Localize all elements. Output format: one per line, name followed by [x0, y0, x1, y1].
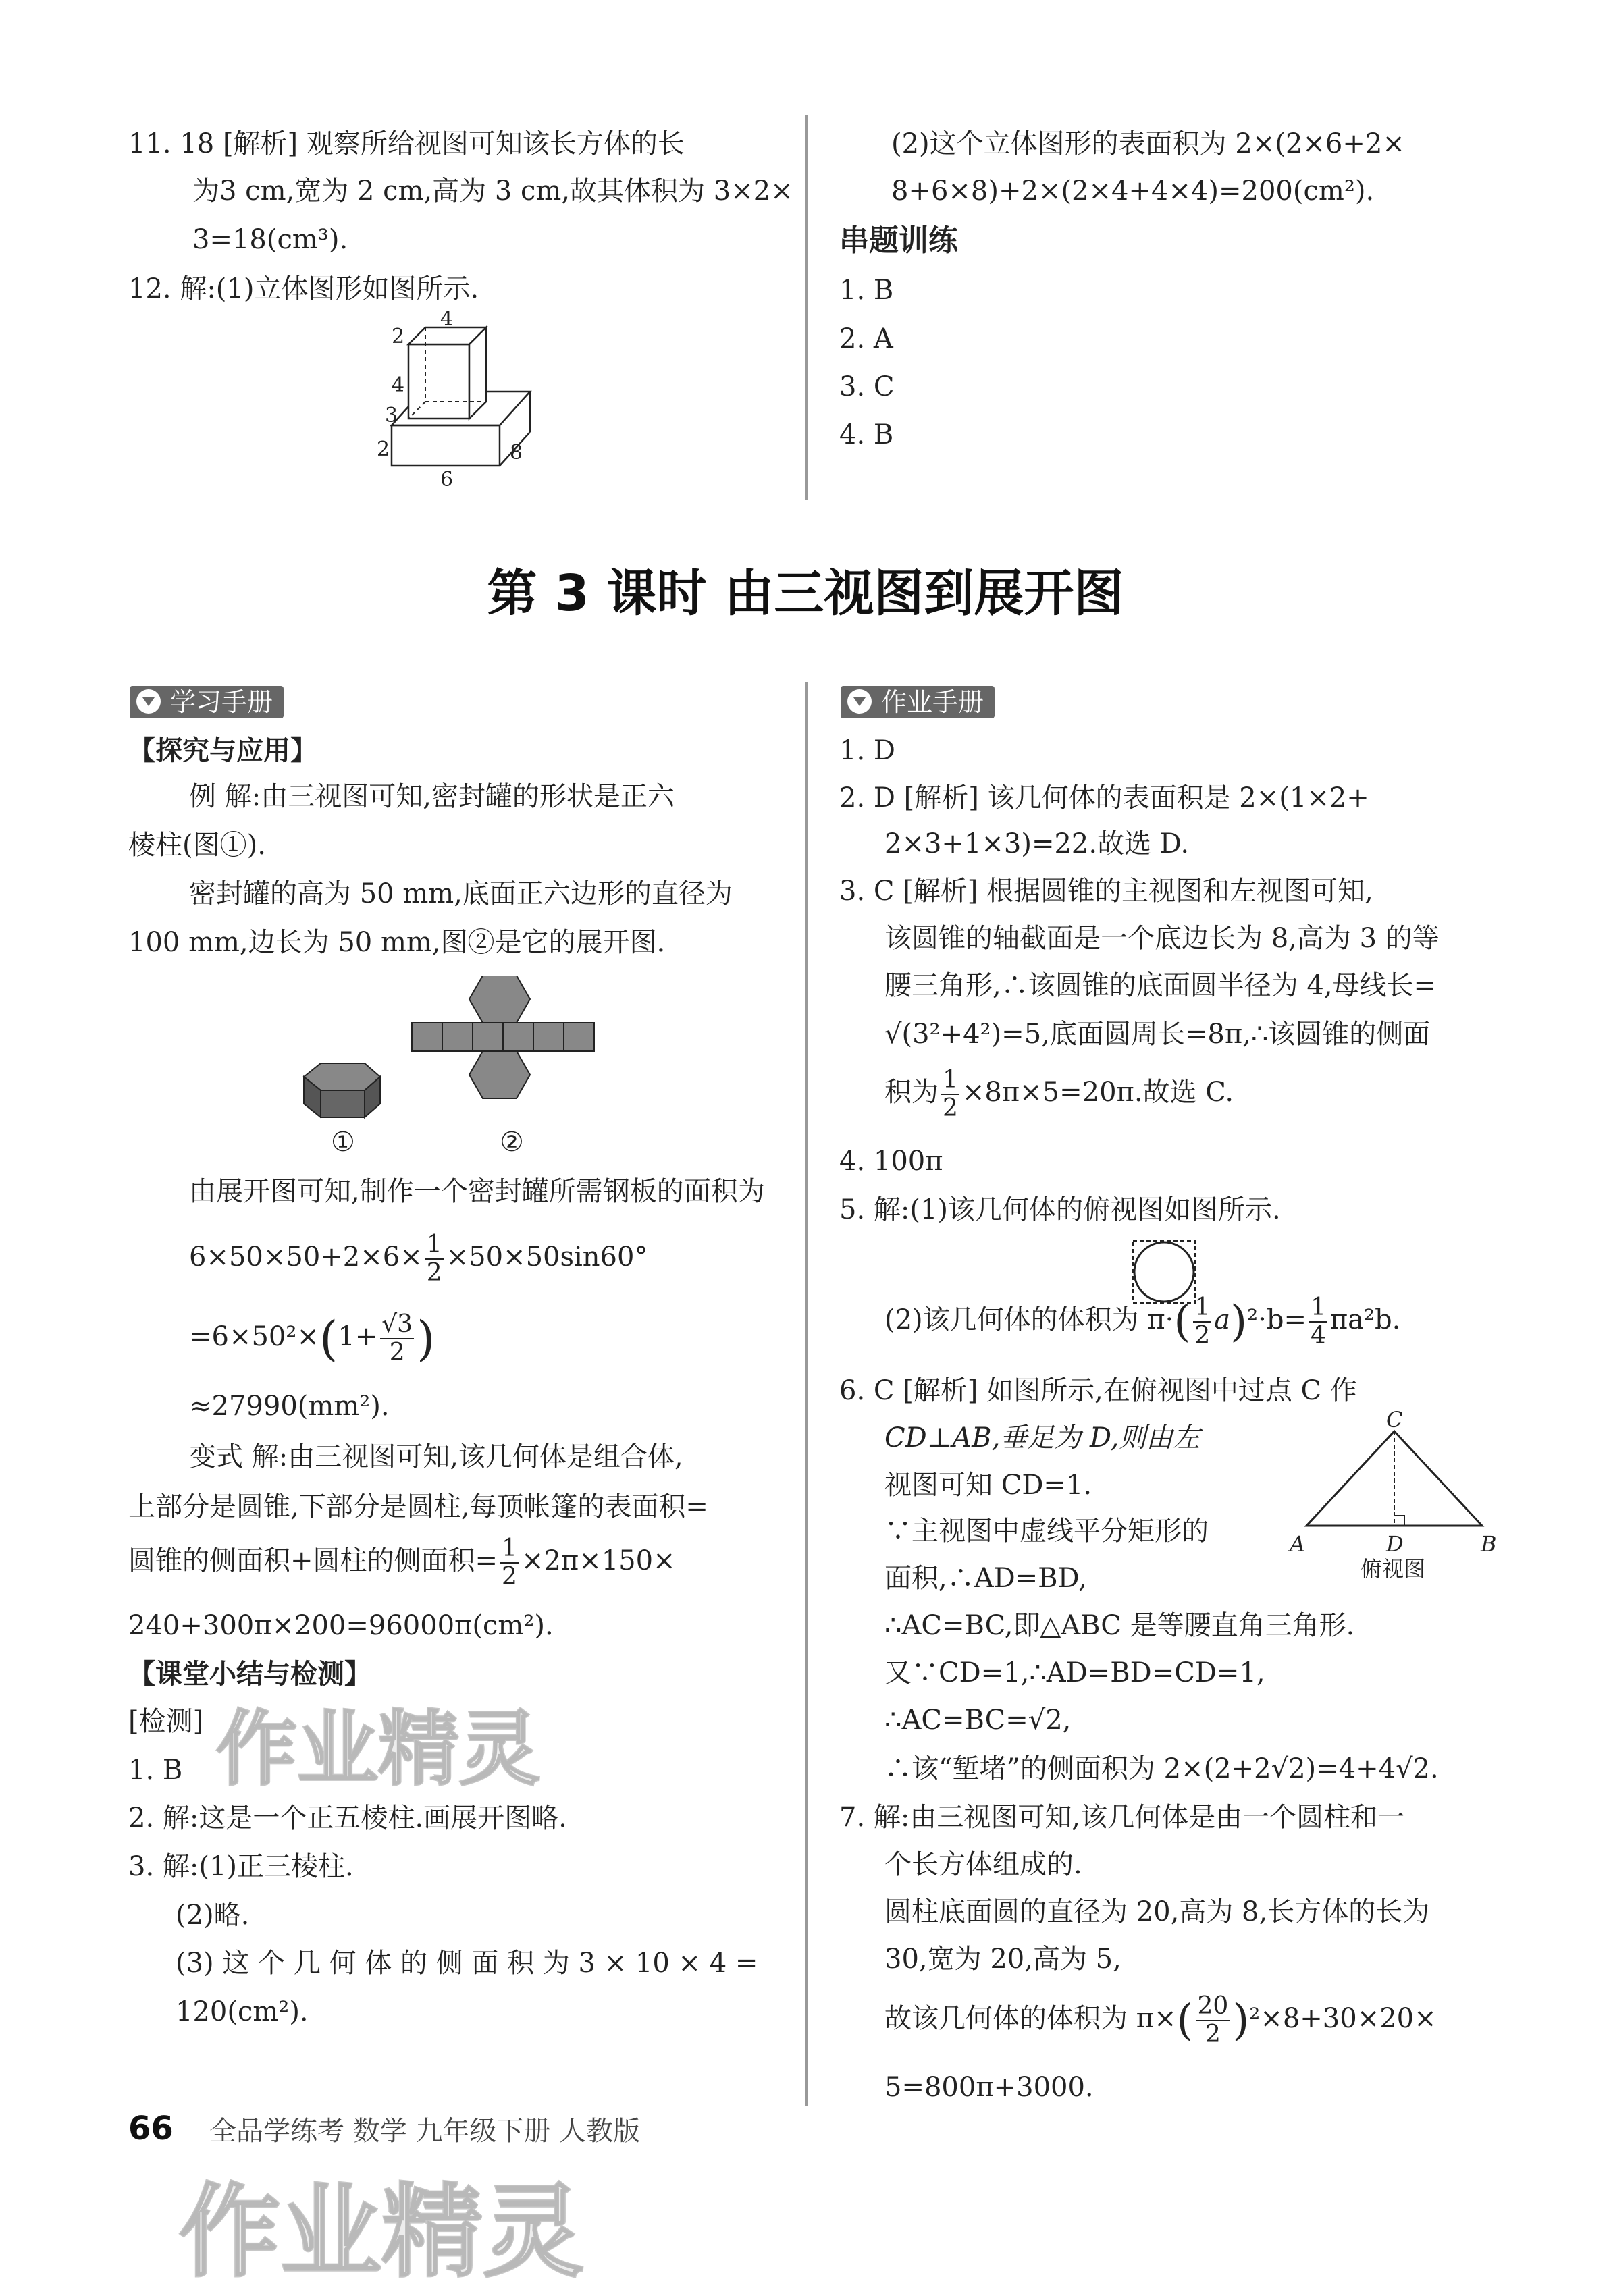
- homework-manual-label: 作业手册: [881, 687, 984, 717]
- tri-label-d: D: [1386, 1531, 1404, 1557]
- fig-label-slab-width: 8: [510, 441, 523, 464]
- triangle-top-view-figure: [1286, 1411, 1502, 1580]
- q11-line-1: 11. 18 [解析] 观察所给视图可知该长方体的长: [128, 128, 685, 159]
- hw-answer-4: 4. 100π: [839, 1146, 943, 1177]
- solid-figure: [365, 311, 554, 486]
- example-line-3: 密封罐的高为 50 mm,底面正六边形的直径为: [189, 878, 733, 909]
- hw-answer-3c: 腰三角形,∴该圆锥的底面圆半径为 4,母线长=: [884, 970, 1437, 1001]
- chain-answer-3: 3. C: [839, 371, 895, 402]
- hw-answer-7e-b: ²×8+30×20×: [1249, 2003, 1437, 2034]
- half-denominator: 2: [426, 1259, 442, 1287]
- example-line-1: 例 解:由三视图可知,密封罐的形状是正六: [189, 781, 675, 812]
- hw-answer-7e-a: 故该几何体的体积为 π×: [884, 2003, 1177, 2034]
- chevron-down-icon: [136, 689, 161, 714]
- hw-answer-3b: 该圆锥的轴截面是一个底边长为 8,高为 3 的等: [884, 923, 1440, 954]
- hw-answer-6e: 面积,∴AD=BD,: [884, 1563, 1087, 1594]
- half-numerator-4: 1: [1194, 1293, 1211, 1322]
- tri-caption: 俯视图: [1361, 1556, 1426, 1580]
- sqrt3-denominator: 2: [389, 1339, 405, 1366]
- chain-training-heading: 串题训练: [839, 223, 958, 258]
- tri-label-b: B: [1481, 1531, 1497, 1557]
- hw-answer-3d: √(3²+4²)=5,底面圆周长=8π,∴该圆锥的侧面: [884, 1019, 1431, 1050]
- fig-label-top: 4: [440, 311, 454, 331]
- hw-answer-3e-b: ×8π×5=20π.故选 C.: [961, 1077, 1234, 1108]
- hw-answer-6c: 视图可知 CD=1.: [884, 1470, 1092, 1501]
- sqrt3-numerator: √3: [381, 1310, 413, 1339]
- twenty-half-fraction: [1196, 1993, 1230, 2048]
- q11-line-3: 3=18(cm³).: [192, 224, 348, 255]
- hw-answer-5: 5. 解:(1)该几何体的俯视图如图所示.: [839, 1194, 1281, 1225]
- hexagonal-prism-figure: [300, 1050, 388, 1124]
- tri-label-a: A: [1290, 1531, 1306, 1557]
- variant-line-4: 240+300π×200=96000π(cm²).: [128, 1610, 554, 1641]
- unfold-text: 由展开图可知,制作一个密封罐所需钢板的面积为: [189, 1176, 765, 1207]
- hw-answer-6b: CD⊥AB,垂足为 D,则由左: [884, 1422, 1200, 1453]
- hw-answer-6h: ∴AC=BC=√2,: [884, 1705, 1072, 1736]
- formula-1-part-a: 6×50×50+2×6×: [189, 1242, 423, 1273]
- check-answer-2: 2. 解:这是一个正五棱柱.画展开图略.: [128, 1803, 567, 1834]
- section-title: 第 3 课时 由三视图到展开图: [487, 564, 1124, 622]
- q12-part2-line-1: (2)这个立体图形的表面积为 2×(2×6+2×: [891, 128, 1405, 159]
- homework-manual-tag: [841, 686, 995, 718]
- hw-answer-6f: ∴AC=BC,即△ABC 是等腰直角三角形.: [884, 1610, 1355, 1641]
- formula-2-part-a: =6×50²×: [189, 1321, 319, 1352]
- q12-line-1: 12. 解:(1)立体图形如图所示.: [128, 273, 479, 304]
- column-divider-top: [806, 115, 808, 500]
- chain-answer-1: 1. B: [839, 275, 894, 306]
- figure-2-label: ②: [500, 1127, 524, 1158]
- variant-line-2: 上部分是圆锥,下部分是圆柱,每顶帐篷的表面积=: [128, 1491, 708, 1522]
- check-answer-3d: 120(cm²).: [176, 1996, 309, 2027]
- q11-line-2: 为3 cm,宽为 2 cm,高为 3 cm,故其体积为 3×2×: [192, 176, 793, 207]
- fig-label-cube-height: 4: [392, 373, 405, 397]
- hw-answer-3e: [884, 1059, 1234, 1126]
- hw-answer-5b-b: a: [1214, 1304, 1231, 1335]
- explore-heading: 【探究与应用】: [128, 735, 317, 766]
- half-numerator: 1: [426, 1231, 442, 1259]
- column-divider-bottom: [806, 682, 808, 2106]
- chain-answer-2: 2. A: [839, 323, 893, 354]
- hw-answer-3a: 3. C [解析] 根据圆锥的主视图和左视图可知,: [839, 876, 1373, 907]
- quarter-denominator: 4: [1310, 1322, 1326, 1350]
- hw-answer-6d: ∵主视图中虚线平分矩形的: [884, 1516, 1209, 1547]
- check-answer-3: 3. 解:(1)正三棱柱.: [128, 1851, 354, 1882]
- half-fraction-2: [500, 1535, 519, 1590]
- chevron-down-icon: [847, 689, 872, 714]
- hw-answer-2a: 2. D [解析] 该几何体的表面积是 2×(1×2+: [839, 782, 1369, 813]
- example-line-2: 棱柱(图①).: [128, 830, 266, 861]
- hw-answer-6g: 又∵CD=1,∴AD=BD=CD=1,: [884, 1657, 1265, 1688]
- summary-heading: 【课堂小结与检测】: [128, 1659, 371, 1690]
- hw-answer-7a: 7. 解:由三视图可知,该几何体是由一个圆柱和一: [839, 1802, 1405, 1833]
- formula-2-part-b: 1+: [338, 1321, 378, 1352]
- twenty-numerator: 20: [1197, 1992, 1229, 2021]
- twenty-denominator: 2: [1205, 2021, 1221, 2048]
- variant-line-1: 变式 解:由三视图可知,该几何体是组合体,: [189, 1441, 683, 1472]
- fig-label-cube-depth: 2: [392, 325, 405, 348]
- watermark-bottom: 作业精灵: [179, 2174, 585, 2291]
- check-answer-1: 1. B: [128, 1755, 183, 1786]
- half-numerator-2: 1: [502, 1534, 517, 1563]
- chain-answer-4: 4. B: [839, 419, 894, 450]
- hw-answer-7f: 5=800π+3000.: [884, 2072, 1094, 2103]
- page-number: 66: [128, 2110, 174, 2147]
- half-numerator-3: 1: [943, 1066, 958, 1094]
- fig-label-slab-height: 2: [377, 437, 390, 461]
- hw-answer-3e-a: 积为: [884, 1077, 939, 1108]
- sqrt3-half-fraction: [380, 1311, 414, 1366]
- formula-1-part-b: ×50×50sin60°: [446, 1242, 648, 1273]
- quarter-numerator: 1: [1310, 1293, 1326, 1322]
- formula-line-3: ≈27990(mm²).: [189, 1391, 390, 1422]
- hw-answer-5b-c: ²·b=: [1247, 1304, 1306, 1335]
- half-fraction-3: [941, 1067, 959, 1121]
- quarter-fraction: [1309, 1294, 1327, 1349]
- study-manual-label: 学习手册: [170, 687, 273, 717]
- formula-line-1: [189, 1223, 648, 1291]
- hw-answer-7c: 圆柱底面圆的直径为 20,高为 8,长方体的长为: [884, 1896, 1430, 1927]
- fig-label-slab-length: 6: [440, 468, 454, 486]
- hexagonal-prism-net-figure: [408, 976, 611, 1117]
- formula-line-2: =6×50²×(1+ $\frac{√3}{2}$ ): [189, 1310, 435, 1366]
- hw-answer-7e: 故该几何体的体积为 π×( $\frac{20}{2}$ )²×8+30×20×: [884, 1992, 1437, 2048]
- check-answer-3c: (3) 这 个 几 何 体 的 侧 面 积 为 3 × 10 × 4 =: [176, 1948, 758, 1979]
- half-denominator-4: 2: [1194, 1322, 1211, 1350]
- hw-answer-6i: ∴该“堑堵”的侧面积为 2×(2+2√2)=4+4√2.: [884, 1753, 1439, 1784]
- q12-part2-line-2: 8+6×8)+2×(2×4+4×4)=200(cm²).: [891, 176, 1375, 207]
- hw-answer-1: 1. D: [839, 735, 895, 766]
- hw-answer-2b: 2×3+1×3)=22.故选 D.: [884, 828, 1190, 859]
- hw-answer-7b: 个长方体组成的.: [884, 1849, 1082, 1880]
- hw-answer-5b-d: πa²b.: [1329, 1304, 1401, 1335]
- tri-label-c: C: [1386, 1411, 1403, 1433]
- hw-answer-6a: 6. C [解析] 如图所示,在俯视图中过点 C 作: [839, 1375, 1357, 1406]
- check-heading: [检测]: [128, 1706, 204, 1737]
- variant-line-3-a: 圆锥的侧面积+圆柱的侧面积=: [128, 1545, 498, 1576]
- hw-answer-7d: 30,宽为 20,高为 5,: [884, 1944, 1121, 1975]
- watermark-middle: 作业精灵: [216, 1703, 540, 1796]
- check-answer-3b: (2)略.: [176, 1900, 250, 1931]
- variant-line-3-b: ×2π×150×: [521, 1545, 676, 1576]
- half-denominator-3: 2: [943, 1094, 958, 1122]
- hw-answer-5b-a: (2)该几何体的体积为 π·: [884, 1304, 1174, 1335]
- half-fraction: [425, 1231, 444, 1286]
- figure-1-label: ①: [331, 1127, 355, 1158]
- study-manual-tag: [130, 686, 284, 718]
- footer-text: 全品学练考 数学 九年级下册 人教版: [209, 2116, 641, 2147]
- half-denominator-2: 2: [502, 1563, 517, 1591]
- hw-answer-5b: (2)该几何体的体积为 π·( $\frac{1}{2}$ a)²·b= $\frac{1}{4}$ πa²b.: [884, 1293, 1401, 1350]
- variant-line-3: [128, 1527, 676, 1595]
- half-fraction-4: [1193, 1294, 1211, 1349]
- fig-label-slab-depth: 3: [385, 404, 398, 427]
- example-line-4: 100 mm,边长为 50 mm,图②是它的展开图.: [128, 927, 666, 958]
